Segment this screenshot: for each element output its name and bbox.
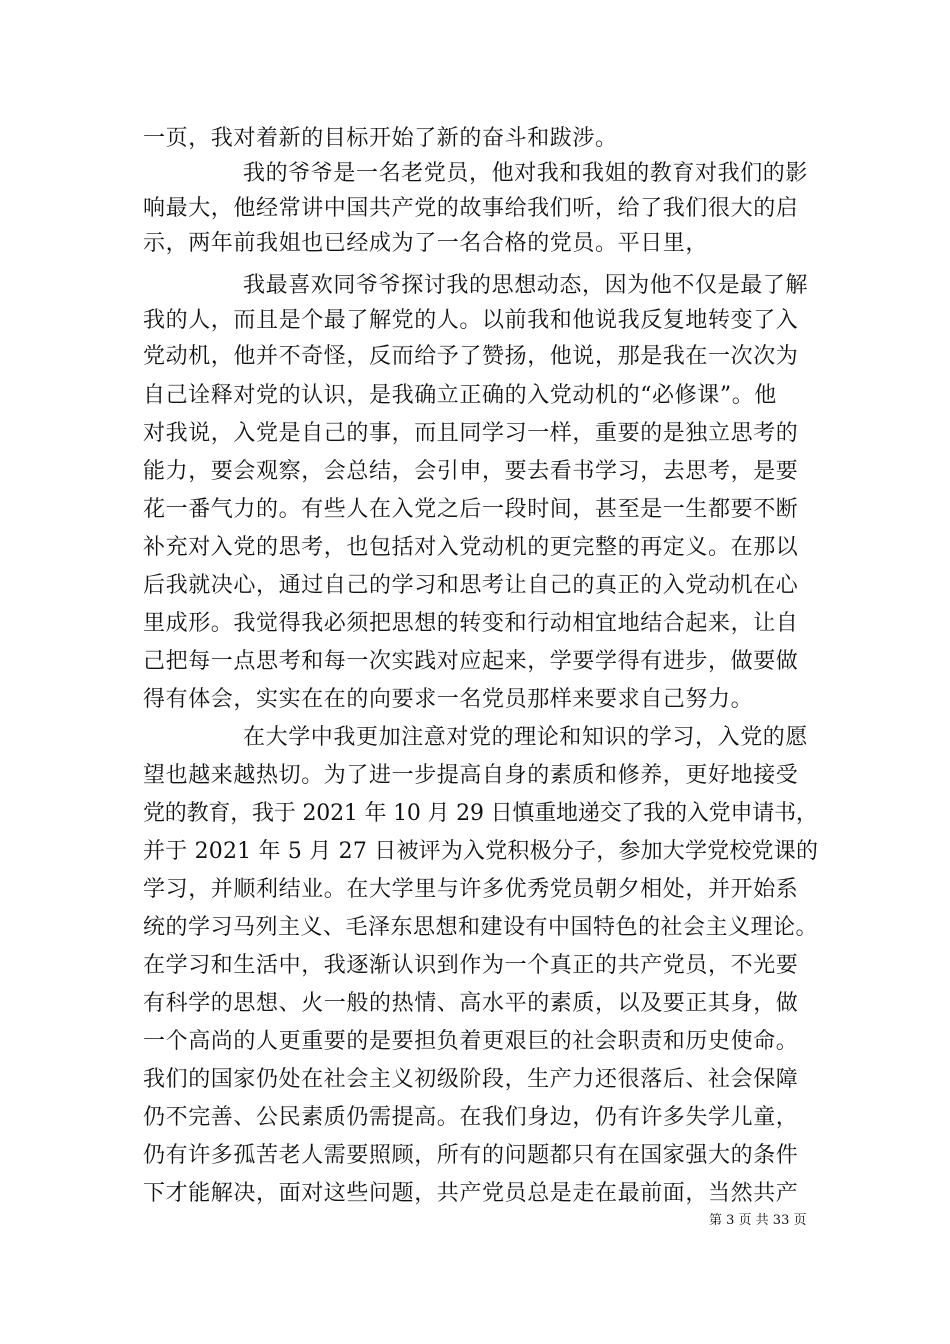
text-line: 学习，并顺利结业。在大学里与许多优秀党员朝夕相处，并开始系 — [143, 877, 799, 902]
paragraph-start-line: 在大学中我更加注意对党的理论和知识的学习，入党的愿 — [243, 725, 809, 750]
text-line: 一页，我对着新的目标开始了新的奋斗和跋涉。 — [143, 126, 618, 151]
paragraph-start-line: 我的爷爷是一名老党员，他对我和我姐的教育对我们的影 — [243, 161, 809, 186]
text-line: 在学习和生活中，我逐渐认识到作为一个真正的共产党员，不光要 — [143, 953, 799, 978]
paragraph-start-line: 我最喜欢同爷爷探讨我的思想动态，因为他不仅是最了解 — [243, 273, 809, 298]
text-line: 统的学习马列主义、毛泽东思想和建设有中国特色的社会主义理论。 — [143, 915, 819, 940]
text-line: 里成形。我觉得我必须把思想的转变和行动相宜地结合起来，让自 — [143, 611, 799, 636]
text-line: 一个高尚的人更重要的是要担负着更艰巨的社会职责和历史使命。 — [143, 1029, 799, 1054]
text-line: 党的教育，我于 2021 年 10 月 29 日慎重地递交了我的入党申请书， — [143, 801, 818, 826]
text-line: 仍有许多孤苦老人需要照顾，所有的问题都只有在国家强大的条件 — [143, 1143, 799, 1168]
text-line: 望也越来越热切。为了进一步提高自身的素质和修养，更好地接受 — [143, 763, 799, 788]
text-line: 得有体会，实实在在的向要求一名党员那样来要求自己努力。 — [143, 687, 754, 712]
page-number-footer: 第 3 页 共 33 页 — [709, 1213, 807, 1228]
text-line: 示，两年前我姐也已经成为了一名合格的党员。平日里， — [143, 231, 709, 256]
text-line: 能力，要会观察，会总结，会引申，要去看书学习，去思考，是要 — [143, 459, 799, 484]
text-line: 我的人，而且是个最了解党的人。以前我和他说我反复地转变了入 — [143, 308, 799, 333]
text-line: 自己诠释对党的认识，是我确立正确的入党动机的“必修课”。他 — [143, 383, 777, 408]
text-line: 后我就决心，通过自己的学习和思考让自己的真正的入党动机在心 — [143, 573, 799, 598]
text-line: 下才能解决，面对这些问题，共产党员总是走在最前面，当然共产 — [143, 1181, 799, 1206]
text-line: 补充对入党的思考，也包括对入党动机的更完整的再定义。在那以 — [143, 535, 799, 560]
text-line: 我们的国家仍处在社会主义初级阶段，生产力还很落后、社会保障 — [143, 1067, 799, 1092]
text-line: 仍不完善、公民素质仍需提高。在我们身边，仍有许多失学儿童， — [143, 1105, 799, 1130]
text-line: 并于 2021 年 5 月 27 日被评为入党积极分子，参加大学党校党课的 — [143, 839, 819, 864]
text-line: 党动机，他并不奇怪，反而给予了赞扬，他说，那是我在一次次为 — [143, 344, 799, 369]
text-line: 有科学的思想、火一般的热情、高水平的素质，以及要正其身，做 — [143, 991, 799, 1016]
text-line: 响最大，他经常讲中国共产党的故事给我们听，给了我们很大的启 — [143, 196, 799, 221]
text-line: 己把每一点思考和每一次实践对应起来，学要学得有进步，做要做 — [143, 649, 799, 674]
text-line: 花一番气力的。有些人在入党之后一段时间，甚至是一生都要不断 — [143, 497, 799, 522]
text-line: 对我说，入党是自己的事，而且同学习一样，重要的是独立思考的 — [143, 421, 799, 446]
